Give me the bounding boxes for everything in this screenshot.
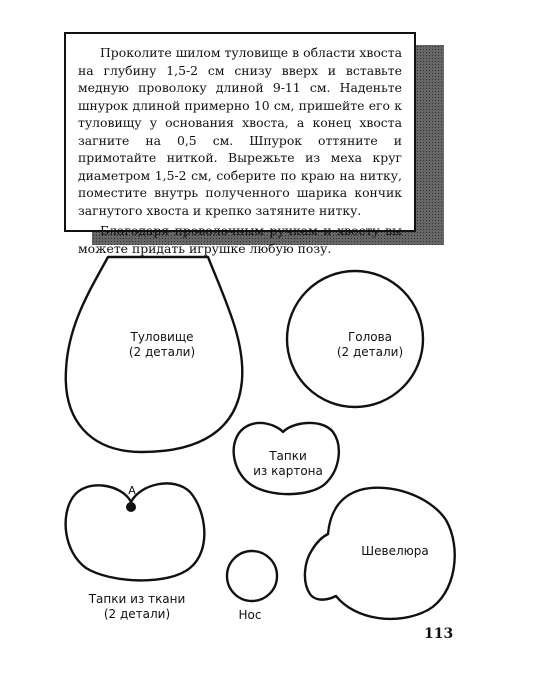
point-a-marker: [126, 502, 136, 512]
cardboard-paws-label-line2: из картона: [253, 464, 323, 478]
cardboard-paws-label-line1: Тапки: [269, 449, 307, 463]
head-label: [320, 330, 420, 360]
fur-label: Шевелюра: [361, 544, 429, 558]
page-number: 113: [424, 626, 454, 642]
nose-pattern-shape: [227, 551, 277, 601]
body-label-count: (2 детали): [128, 345, 196, 359]
head-label-name: Голова: [347, 330, 393, 344]
body-label-name: Туловище: [130, 330, 194, 344]
body-label: [112, 330, 212, 360]
point-a-label: А: [128, 484, 136, 497]
fabric-paws-label-line1: Тапки из ткани: [88, 592, 186, 606]
instruction-paragraph-2: Благодаря проволочным ручкам и хвосту вы можете придать игрушке любую позу.: [78, 223, 402, 256]
fabric-paws-label-line2: (2 детали): [103, 607, 171, 621]
fabric-paws-label: [77, 592, 197, 622]
nose-label: Нос: [238, 608, 262, 622]
instruction-paragraph-1: Проколите шилом туловище в области хвоста на глубину 1,5-2 см снизу вверх и вставьте медную проволоку длиной 9-11 см. Наденьте шнурок длиной примерно 10 см, пришейте его к туловищу у основания хвоста, а конец хвоста загните на 0,5 см. Шпурок оттяните и примотайте ниткой. Вырежьте из меха круг диаметром 1,5-2 см, соберите по краю на нитку, поместите внутрь полученного шарика кончик загнутого хвоста и крепко затяните нитку.: [78, 45, 402, 218]
head-label-count: (2 детали): [336, 345, 404, 359]
cardboard-paws-label: [238, 449, 338, 479]
